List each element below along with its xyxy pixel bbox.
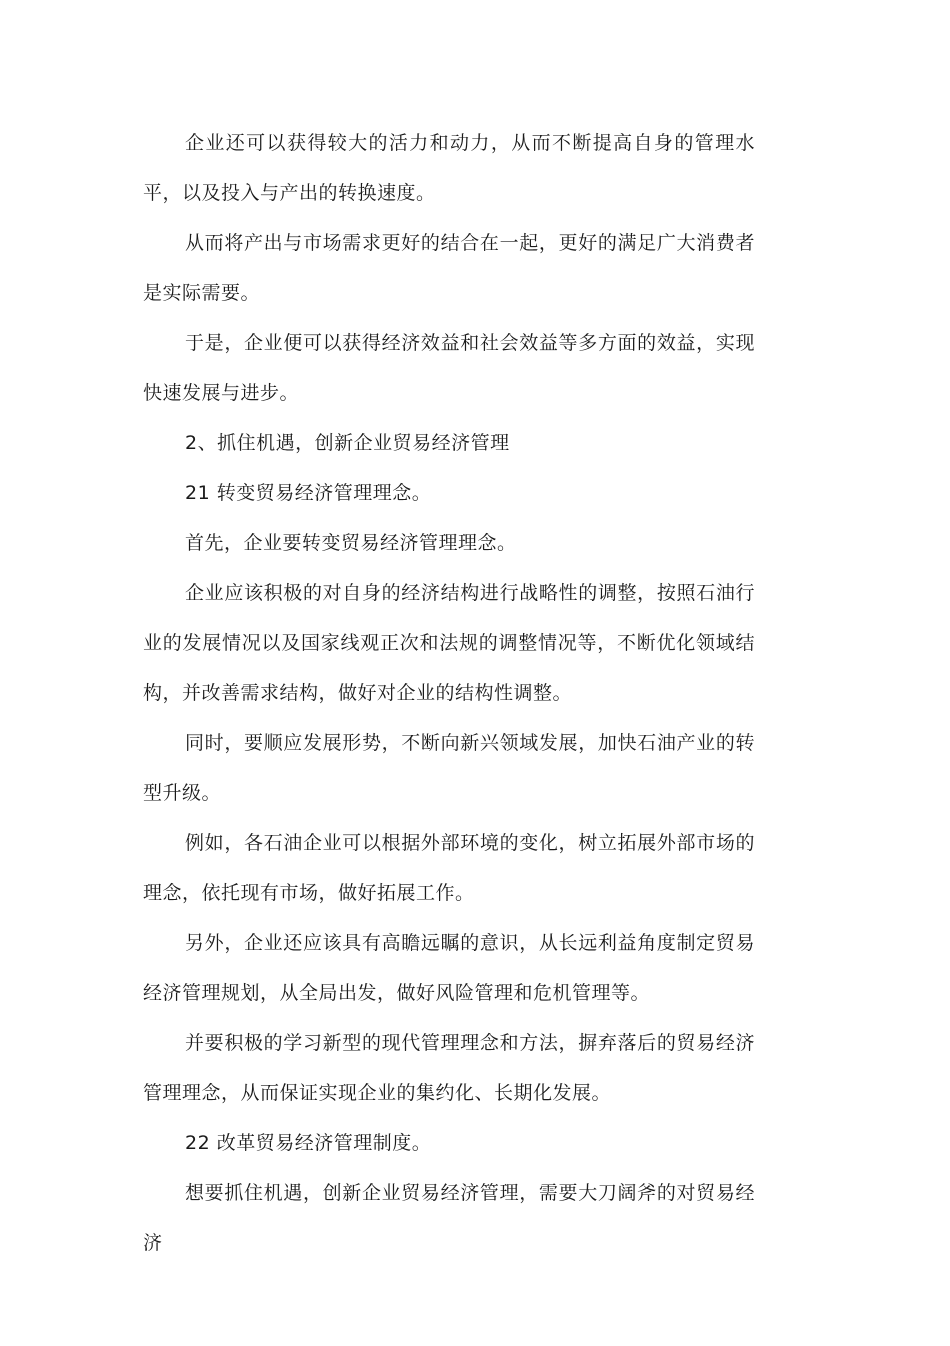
paragraph: 企业还可以获得较大的活力和动力，从而不断提高自身的管理水平，以及投入与产出的转换速度。 [143, 132, 755, 204]
paragraph: 首先，企业要转变贸易经济管理理念。 [185, 532, 517, 554]
paragraph: 同时，要顺应发展形势，不断向新兴领域发展，加快石油产业的转型升级。 [143, 732, 755, 804]
document-body [143, 118, 755, 1268]
paragraph: 从而将产出与市场需求更好的结合在一起，更好的满足广大消费者是实际需要。 [143, 232, 755, 304]
paragraph: 企业应该积极的对自身的经济结构进行战略性的调整，按照石油行业的发展情况以及国家线观正次和法规的调整情况等，不断优化领域结构，并改善需求结构，做好对企业的结构性调整。 [143, 582, 755, 704]
subsection-heading: 21 转变贸易经济管理理念。 [185, 482, 432, 504]
section-heading: 2、抓住机遇，创新企业贸易经济管理 [185, 432, 510, 454]
paragraph: 另外，企业还应该具有高瞻远瞩的意识，从长远利益角度制定贸易经济管理规划，从全局出发，做好风险管理和危机管理等。 [143, 932, 755, 1004]
paragraph: 并要积极的学习新型的现代管理理念和方法，摒弃落后的贸易经济管理理念，从而保证实现企业的集约化、长期化发展。 [143, 1032, 755, 1104]
paragraph: 想要抓住机遇，创新企业贸易经济管理，需要大刀阔斧的对贸易经济 [143, 1182, 755, 1254]
paragraph: 于是，企业便可以获得经济效益和社会效益等多方面的效益，实现快速发展与进步。 [143, 332, 755, 404]
subsection-heading: 22 改革贸易经济管理制度。 [185, 1132, 432, 1154]
paragraph: 例如，各石油企业可以根据外部环境的变化，树立拓展外部市场的理念，依托现有市场，做好拓展工作。 [143, 832, 755, 904]
